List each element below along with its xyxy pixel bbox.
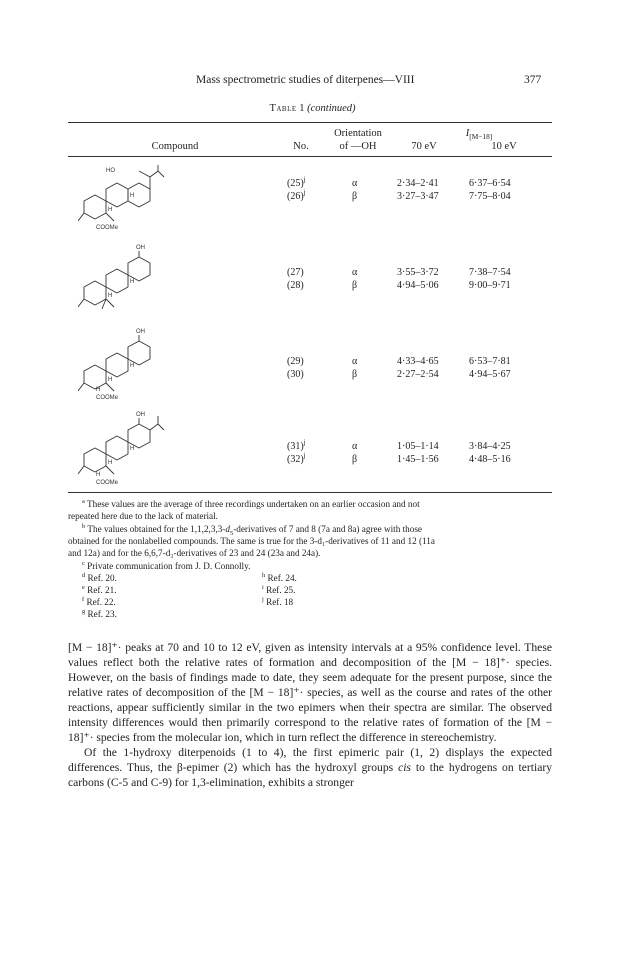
footnote-c: $^c$ Private communication from J. D. Connolly.: [82, 559, 251, 571]
col-10ev-g2: [469, 266, 511, 292]
table-caption: [0, 103, 625, 114]
label-h-2: H: [108, 207, 113, 213]
col-orientation-g1: [352, 177, 357, 203]
row-26-no: $(26)^j$: [287, 188, 306, 202]
col-orientation-g3: [352, 355, 357, 381]
header-orientation-line2: of —OH: [339, 141, 377, 152]
col-orientation-g2: [352, 266, 357, 292]
row-30-10ev: 4·94–5·67: [469, 369, 511, 380]
table-top-rule: [68, 122, 552, 123]
label-oh: OH: [136, 329, 145, 335]
row-28-10ev: 9·00–9·71: [469, 280, 511, 291]
row-26-orientation: β: [352, 191, 358, 202]
label-h-3: H: [96, 472, 101, 478]
header-70ev: 70 eV: [411, 141, 437, 152]
row-32-orientation: β: [352, 454, 358, 465]
footnote-i: $^i$ Ref. 25.: [262, 583, 296, 595]
label-coome: COOMe: [96, 480, 119, 486]
label-h-2: H: [108, 460, 113, 466]
table-bottom-rule: [68, 492, 552, 493]
header-intensity-subscript: [M−18]: [469, 132, 493, 142]
page-number: 377: [524, 74, 542, 86]
row-29-70ev: 4·33–4·65: [397, 356, 439, 367]
col-70ev-g3: [397, 355, 439, 381]
label-h-1: H: [130, 193, 135, 199]
col-no-g1: [287, 177, 306, 203]
header-orientation-line1: Orientation: [334, 128, 382, 139]
label-h-1: H: [130, 279, 135, 285]
row-30-70ev: 2·27–2·54: [397, 369, 439, 380]
footnote-f: $^f$ Ref. 22.: [82, 595, 116, 607]
row-30-no: (30): [287, 369, 304, 380]
row-31-no: $(31)^j$: [287, 438, 306, 452]
col-70ev-g1: [397, 177, 439, 203]
row-30-orientation: β: [352, 369, 358, 380]
footnote-g: $^g$ Ref. 23.: [82, 607, 117, 619]
footnote-b-line3: and 12a) and for the 6,6,7-d₃-derivatives of 23 and 24 (23a and 24a).: [68, 548, 321, 558]
label-h-3: H: [96, 387, 101, 393]
footnote-b-line1: $^b$ The values obtained for the $1,1,2,3,3-d_5$-derivatives of 7 and 8 (7a and 8a) agree with those: [82, 522, 422, 537]
row-32-10ev: 4·48–5·16: [469, 454, 511, 465]
structure-29-30: [78, 327, 178, 401]
structure-27-28: [78, 243, 178, 315]
header-intensity-symbol: I: [465, 128, 470, 139]
label-coome: COOMe: [96, 225, 119, 231]
body-paragraph-2: Of the 1-hydroxy diterpenoids (1 to 4), the first epimeric pair (1, 2) displays the expected differences. Thus, the β-epimer (2) which has the hydroxyl groups cis to the hydrogens on tertiary carbons (C-5 and C-9) for 1,3-elimination, exhibits a stronger: [68, 746, 552, 789]
body-paragraph-1: [M − 18]⁺· peaks at 70 and 10 to 12 eV, given as intensity intervals at a 95% confidence level. These values reflect both the relative rates of formation and decomposition of the [M − 18]⁺· species. However, on the basis of findings made to date, they seem adequate for the present purpose, since the relative rates of decomposition of the [M − 18]⁺· species, as well as the course and rates of the other reactions, appear sufficiently similar in the two epimers when their spectra are similar. The observed intensity differences would then primarily correspond to the relative rates of formation of the [M − 18]⁺· species from the molecular ion, which in turn reflect the difference in stereochemistry.: [68, 641, 552, 744]
row-26-10ev: 7·75–8·04: [469, 191, 511, 202]
row-29-10ev: 6·53–7·81: [469, 356, 511, 367]
label-ho: HO: [106, 168, 115, 174]
header-intensity: [404, 128, 554, 142]
structure-31-32: [78, 410, 178, 486]
row-28-orientation: β: [352, 280, 358, 291]
row-27-10ev: 7·38–7·54: [469, 267, 511, 278]
col-no-g3: [287, 355, 304, 381]
footnote-h: $^h$ Ref. 24.: [262, 571, 297, 583]
label-oh: OH: [136, 245, 145, 251]
row-27-orientation: α: [352, 267, 358, 278]
col-10ev-g3: [469, 355, 511, 381]
row-25-70ev: 2·34–2·41: [397, 178, 439, 189]
row-29-no: (29): [287, 356, 304, 367]
footnote-e: $^e$ Ref. 21.: [82, 583, 117, 595]
row-29-orientation: α: [352, 356, 358, 367]
body-text: [68, 640, 552, 790]
label-h-1: H: [130, 363, 135, 369]
table-caption-prefix: Table: [269, 103, 297, 114]
footnote-j: $^j$ Ref. 18: [262, 595, 294, 607]
col-70ev-g4: [397, 440, 439, 466]
label-h-2: H: [108, 377, 113, 383]
row-25-orientation: α: [352, 178, 358, 189]
label-h-1: H: [130, 446, 135, 452]
row-25-10ev: 6·37–6·54: [469, 178, 511, 189]
table-header-rule: [68, 156, 552, 157]
row-27-70ev: 3·55–3·72: [397, 267, 439, 278]
structure-25-26: [78, 163, 178, 235]
footnote-d: $^d$ Ref. 20.: [82, 571, 117, 583]
row-25-no: $(25)^j$: [287, 175, 306, 189]
footnote-a-line2: repeated here due to the lack of material.: [68, 511, 218, 521]
col-no-g4: [287, 440, 306, 466]
label-oh: OH: [136, 412, 145, 418]
row-32-no: $(32)^j$: [287, 451, 306, 465]
running-head: Mass spectrometric studies of diterpenes—VIII: [196, 74, 415, 86]
col-70ev-g2: [397, 266, 439, 292]
header-no: No.: [293, 141, 309, 152]
footnote-a-line1: $^a$ These values are the average of three recordings undertaken on an earlier occasion and not: [82, 497, 420, 509]
row-28-70ev: 4·94–5·06: [397, 280, 439, 291]
header-compound: Compound: [151, 141, 199, 152]
row-31-10ev: 3·84–4·25: [469, 441, 511, 452]
label-coome: COOMe: [96, 395, 119, 401]
table-caption-number: 1: [299, 103, 305, 114]
col-orientation-g4: [352, 440, 357, 466]
col-10ev-g1: [469, 177, 511, 203]
col-no-g2: [287, 266, 304, 292]
row-26-70ev: 3·27–3·47: [397, 191, 439, 202]
row-31-70ev: 1·05–1·14: [397, 441, 439, 452]
row-32-70ev: 1·45–1·56: [397, 454, 439, 465]
col-10ev-g4: [469, 440, 511, 466]
footnote-b-line2: obtained for the nonlabelled compounds. The same is true for the 3-d₁-derivatives of 11 and 12 (11a: [68, 536, 435, 546]
label-h-2: H: [108, 293, 113, 299]
row-27-no: (27): [287, 267, 304, 278]
row-28-no: (28): [287, 280, 304, 291]
row-31-orientation: α: [352, 441, 358, 452]
header-10ev: 10 eV: [491, 141, 517, 152]
table-caption-suffix: (continued): [307, 103, 356, 114]
